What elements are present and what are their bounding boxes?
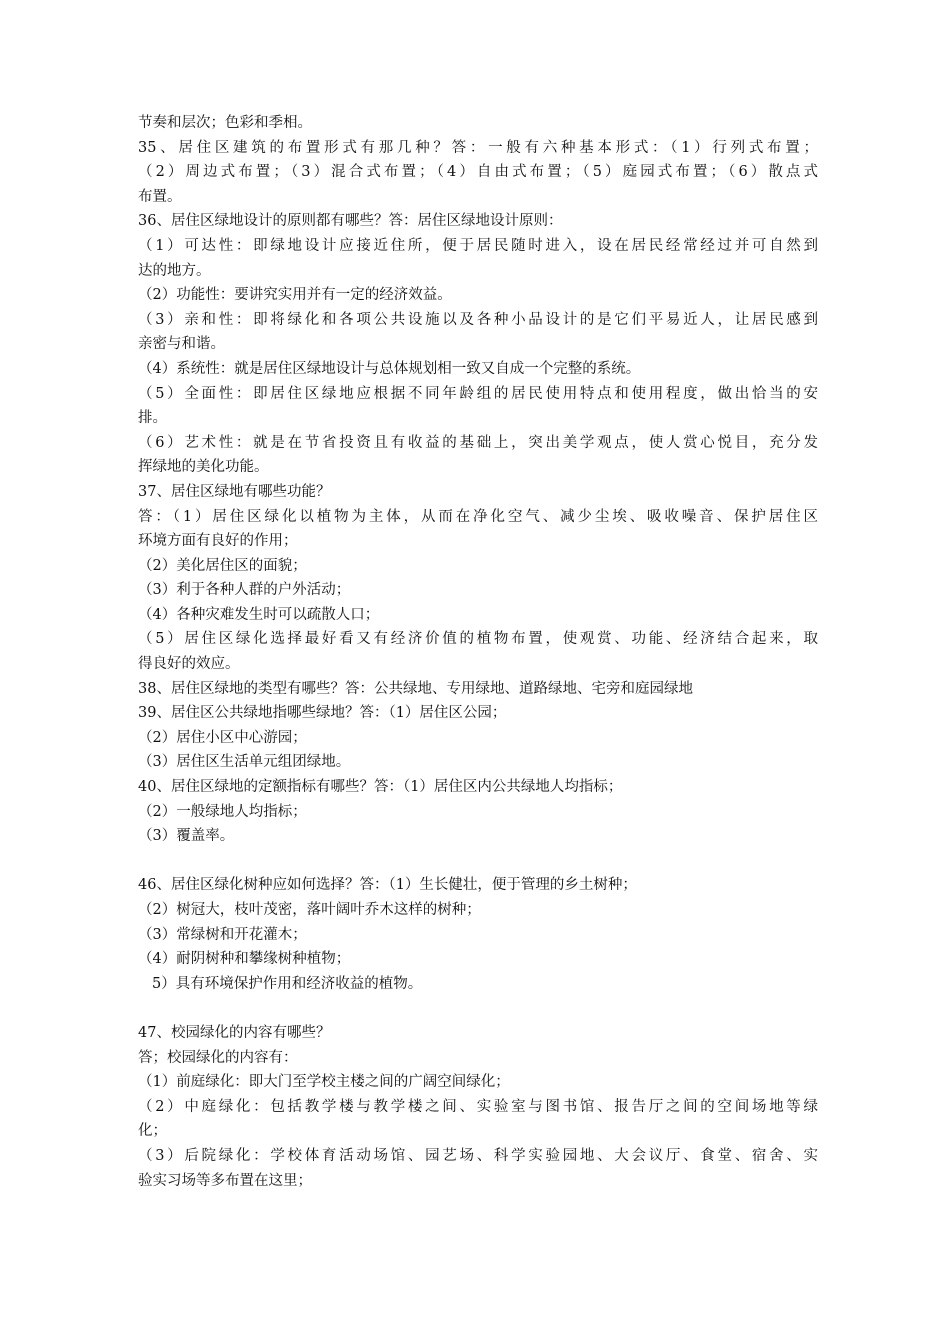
text-line: （3）覆盖率。 [138,828,235,845]
text-line: （2）居住小区中心游园； [138,729,307,746]
text-line: 47、校园绿化的内容有哪些？ [138,1024,331,1041]
text-line: （3）居住区生活单元组团绿地。 [138,754,351,771]
text-line: （3）利于各种人群的户外活动； [138,582,351,599]
text-line: （1）可达性：即绿地设计应接近住所，便于居民随时进入，设在居民经常经过并可自然到 [138,237,818,254]
text-line: 排。 [138,410,167,427]
text-line: （4）耐阴树种和攀缘树种植物； [138,951,351,968]
text-line: 36、居住区绿地设计的原则都有哪些？答：居住区绿地设计原则： [138,213,563,230]
text-line: （2）美化居住区的面貌； [138,557,307,574]
text-line: 得良好的效应。 [138,656,240,673]
text-line: （4）系统性：就是居住区绿地设计与总体规划相一致又自成一个完整的系统。 [138,360,641,377]
text-line: 40、居住区绿地的定额指标有哪些？答：（1）居住区内公共绿地人均指标； [138,779,623,796]
text-line: （5）全面性：即居住区绿地应根据不同年龄组的居民使用特点和使用程度，做出恰当的安 [138,385,818,402]
text-line: 46、居住区绿化树种应如何选择？答：（1）生长健壮，便于管理的乡土树种； [138,877,637,894]
document-body [138,111,818,1193]
blank-line [138,849,818,874]
text-line: 35、居住区建筑的布置形式有那几种？答：一般有六种基本形式：（1）行列式布置； [138,139,818,156]
text-line: 化； [138,1123,167,1140]
text-line: （3）亲和性：即将绿化和各项公共设施以及各种小品设计的是它们平易近人，让居民感到 [138,311,818,328]
text-line: 5）具有环境保护作用和经济收益的植物。 [152,975,423,992]
text-line: （3）常绿树和开花灌木； [138,926,307,943]
text-line: 答：（1）居住区绿化以植物为主体，从而在净化空气、减少尘埃、吸收噪音、保护居住区 [138,508,818,525]
text-line: （1）前庭绿化：即大门至学校主楼之间的广阔空间绿化； [138,1074,510,1091]
text-line: 布置。 [138,188,182,205]
text-line: 39、居住区公共绿地指哪些绿地？答：（1）居住区公园； [138,705,507,722]
text-line: 37、居住区绿地有哪些功能？ [138,483,331,500]
text-line: （2）周边式布置；（3）混合式布置；（4）自由式布置；（5）庭园式布置；（6）散点式 [138,164,818,181]
text-line: 38、居住区绿地的类型有哪些？答：公共绿地、专用绿地、道路绿地、宅旁和庭园绿地 [138,680,693,697]
text-line: （3）后院绿化：学校体育活动场馆、园艺场、科学实验园地、大会议厅、食堂、宿舍、实 [138,1147,818,1164]
text-line: （2）中庭绿化：包括教学楼与教学楼之间、实验室与图书馆、报告厅之间的空间场地等绿 [138,1098,818,1115]
text-line: （4）各种灾难发生时可以疏散人口； [138,606,380,623]
text-line: （2）功能性：要讲究实用并有一定的经济效益。 [138,287,452,304]
text-line: （2）一般绿地人均指标； [138,803,307,820]
text-line: （5）居住区绿化选择最好看又有经济价值的植物布置，使观赏、功能、经济结合起来，取 [138,631,818,648]
text-line: 验实习场等多布置在这里； [138,1172,312,1189]
blank-line [138,996,818,1021]
text-line: 亲密与和谐。 [138,336,225,353]
text-line: （6）艺术性：就是在节省投资且有收益的基础上，突出美学观点，使人赏心悦目，充分发 [138,434,818,451]
text-line: 环境方面有良好的作用； [138,533,298,550]
text-line: （2）树冠大，枝叶茂密，落叶阔叶乔木这样的树种； [138,902,481,918]
text-line: 答；校园绿化的内容有： [138,1049,298,1066]
text-line: 节奏和层次；色彩和季相。 [138,115,312,131]
text-line: 达的地方。 [138,262,211,279]
text-line: 挥绿地的美化功能。 [138,459,269,476]
